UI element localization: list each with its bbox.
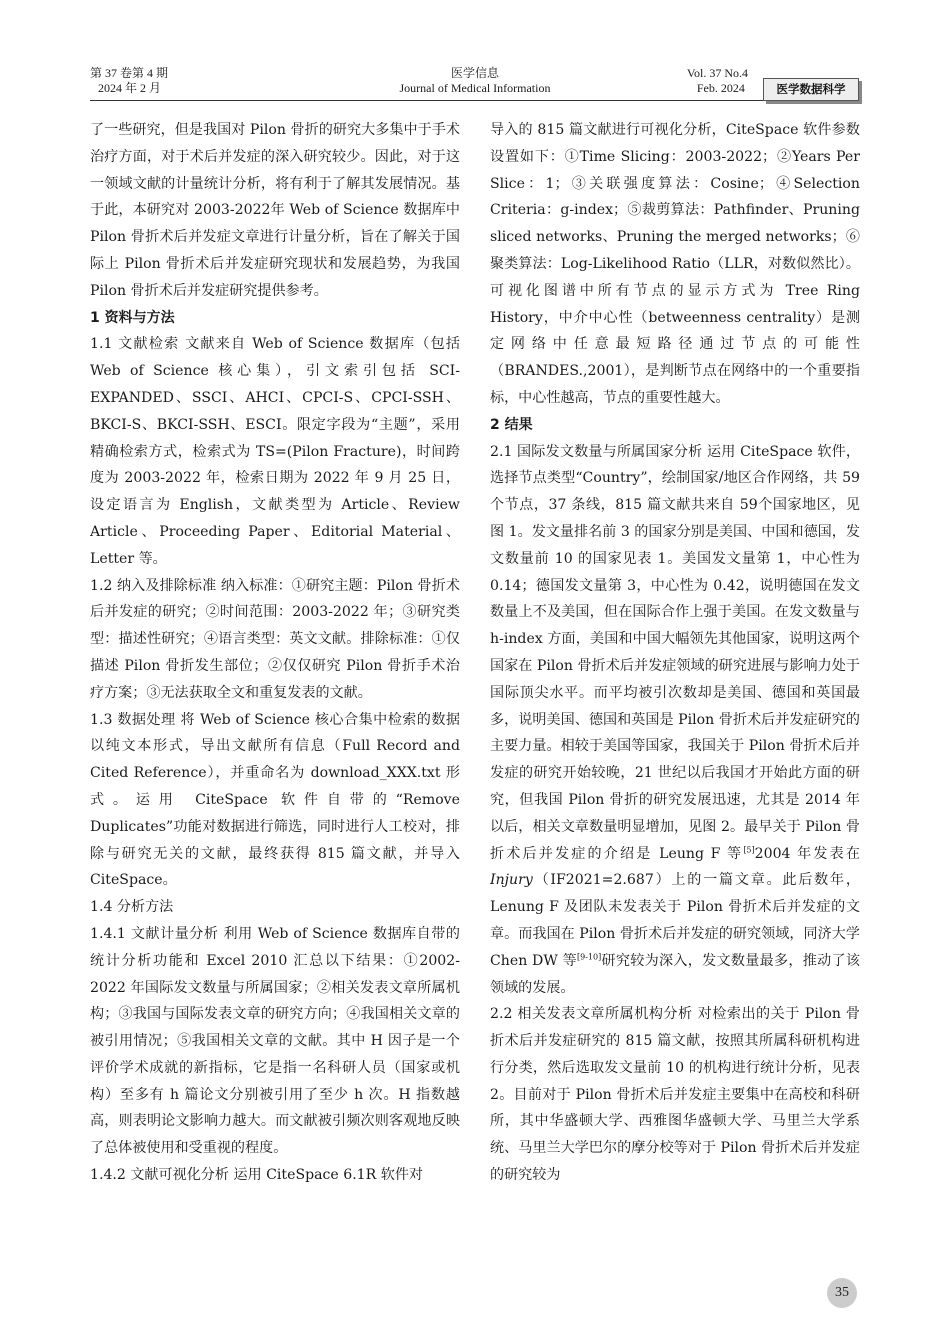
header-journal-en: Journal of Medical Information [399, 81, 551, 95]
right-column [490, 117, 860, 1189]
header-volume-issue-en: Vol. 37 No.4 [686, 66, 748, 80]
citation-9-10: [9-10] [576, 952, 602, 962]
journal-name-injury: Injury [490, 872, 533, 889]
header-date: 2024 年 2 月 [98, 81, 162, 95]
paragraph-countries [490, 439, 860, 1002]
header-journal-cn: 医学信息 [450, 66, 499, 80]
section-heading-methods: 1 资料与方法 [90, 309, 175, 326]
countries-text-c: （IF2021=2.687）上的一篇文章。此后数年，Lenung F 及团队未发表关于 Pilon 骨折术后并发症的文章。而我国在 Pilon 骨折术后并发症的研究领域，同济大学 Chen DW 等 [490, 872, 860, 969]
subsection-heading-analysis: 1.4 分析方法 [90, 899, 174, 916]
page-number: 35 [827, 1278, 857, 1308]
section-heading-results: 2 结果 [490, 416, 533, 433]
paragraph-bibliometric: 1.4.1 文献计量分析 利用 Web of Science 数据库自带的统计分析功能和 Excel 2010 汇总以下结果：①2002-2022 年国际发文数量与所属国家；②相关发表文章所属机构；③我国与国际发表文章的研究方向；④我国相关文章的被引用情况；⑤我国相关文章的文献。其中 H 因子是一个评价学术成就的新指标，它是指一名科研人员（国家或机构）至多有 h 篇论文分别被引用了至少 h 次。H 指数越高，则表明论文影响力越大。而文献被引频次则客观地反映了总体被使用和受重视的程度。 [90, 925, 460, 1157]
paragraph-data-processing: 1.3 数据处理 将 Web of Science 核心合集中检索的数据以纯文本形式，导出文献所有信息（Full Record and Cited Reference），并重命名为 download_XXX.txt 形式。运用 CiteSpace 软件自带的“Remove Duplicates”功能对数据进行筛选，同时进行人工校对，排除与研究无关的文献，最终获得 815 篇文献，并导入 CiteSpace。 [90, 711, 460, 889]
paragraph-search: 1.1 文献检索 文献来自 Web of Science 数据库（包括 Web of Science 核心集），引文索引包括 SCI-EXPANDED、SSCI、AHCI、CPCI-S、CPCI-SSH、BKCI-S、BKCI-SSH、ESCI。限定字段为“主题”，采用精确检索方式，检索式为 TS=(Pilon Fracture)，时间跨度为 2003-2022 年，检索日期为 2022 年 9 月 25 日，设定语言为 English，文献类型为 Article、Review Article、Proceeding Paper、Editorial Material、Letter 等。 [90, 336, 460, 567]
paragraph-visualization-cont: 导入的 815 篇文献进行可视化分析，CiteSpace 软件参数设置如下：①Time Slicing：2003-2022；②Years Per Slice：1；③关联强度算法：Cosine；④Selection Criteria：g-index；⑤裁剪算法：Pathfinder、Pruning sliced networks、Pruning the merged networks；⑥聚类算法：Log-Likelihood Ratio（LLR，对数似然比）。可视化图谱中所有节点的显示方式为 Tree Ring History，中介中心性（betweenness centrality）是测定网络中任意最短路径通过节点的可能性（BRANDES.,2001），是判断节点在网络中的一个重要指标，中心性越高，节点的重要性越大。 [490, 122, 860, 406]
countries-text-b: 2004 年发表在 [754, 845, 860, 862]
header-rule [90, 100, 763, 101]
countries-text-a: 2.1 国际发文数量与所属国家分析 运用 CiteSpace 软件，选择节点类型“Country”，绘制国家/地区合作网络，共 59 个节点，37 条线，815 篇文献共来自 59个国家地区，见图 1。发文量排名前 3 的国家分别是美国、中国和德国，发文数量前 10 的国家见表 1。美国发文量第 1，中心性为 0.14；德国发文量第 3，中心性为 0.42，说明德国在发文数量上不及美国，但在国际合作上强于美国。在发文数量与 h-index 方面，美国和中国大幅领先其他国家，说明这两个国家在 Pilon 骨折术后并发症领域的研究进展与影响力处于国际顶尖水平。而平均被引次数却是美国、德国和英国最多，说明美国、德国和英国是 Pilon 骨折术后并发症研究的主要力量。相较于美国等国家，我国关于 Pilon 骨折术后并发症的研究开始较晚，21 世纪以后我国才开始此方面的研究，但我国 Pilon 骨折的研究发展迅速，尤其是 2014 年以后，相关文章数量明显增加，见图 2。最早关于 Pilon 骨折术后并发症的介绍是 Leung F 等 [490, 443, 860, 862]
paragraph-criteria: 1.2 纳入及排除标准 纳入标准：①研究主题：Pilon 骨折术后并发症的研究；②时间范围：2003-2022 年；③研究类型：描述性研究；④语言类型：英文文献。排除标准：①仅描述 Pilon 骨折发生部位；②仅仅研究 Pilon 骨折手术治疗方案；③无法获取全文和重复发表的文献。 [90, 577, 460, 701]
section-badge: 医学数据科学 [763, 78, 859, 101]
header-volume-issue: 第 37 卷第 4 期 [90, 66, 169, 80]
paragraph-intro: 了一些研究，但是我国对 Pilon 骨折的研究大多集中于手术治疗方面，对于术后并发症的深入研究较少。因此，对于这一领域文献的计量统计分析，将有利于了解其发展情况。基于此，本研究对 2003-2022年 Web of Science 数据库中 Pilon 骨折术后并发症文章进行计量分析，旨在了解关于国际上 Pilon 骨折术后并发症研究现状和发展趋势，为我国 Pilon 骨折术后并发症研究提供参考。 [90, 122, 460, 299]
header-volume-en [687, 66, 748, 96]
countries-text-d: 研究较为深入，发文数量最多，推动了该领域的发展。 [490, 952, 861, 996]
citation-5: [5] [743, 844, 755, 854]
left-column [90, 117, 460, 1189]
running-header [90, 64, 860, 104]
paragraph-institutions: 2.2 相关发表文章所属机构分析 对检索出的关于 Pilon 骨折术后并发症研究的 815 篇文献，按照其所属科研机构进行分类，然后选取发文量前 10 的机构进行统计分析，见表 2。目前对于 Pilon 骨折术后并发症主要集中在高校和科研所，其中华盛顿大学、西雅图华盛顿大学、马里兰大学系统、马里兰大学巴尔的摩分校等对于 Pilon 骨折术后并发症的研究较为 [490, 1006, 860, 1184]
header-date-en: Feb. 2024 [696, 81, 745, 95]
paragraph-visualization-start: 1.4.2 文献可视化分析 运用 CiteSpace 6.1R 软件对 [90, 1167, 424, 1184]
